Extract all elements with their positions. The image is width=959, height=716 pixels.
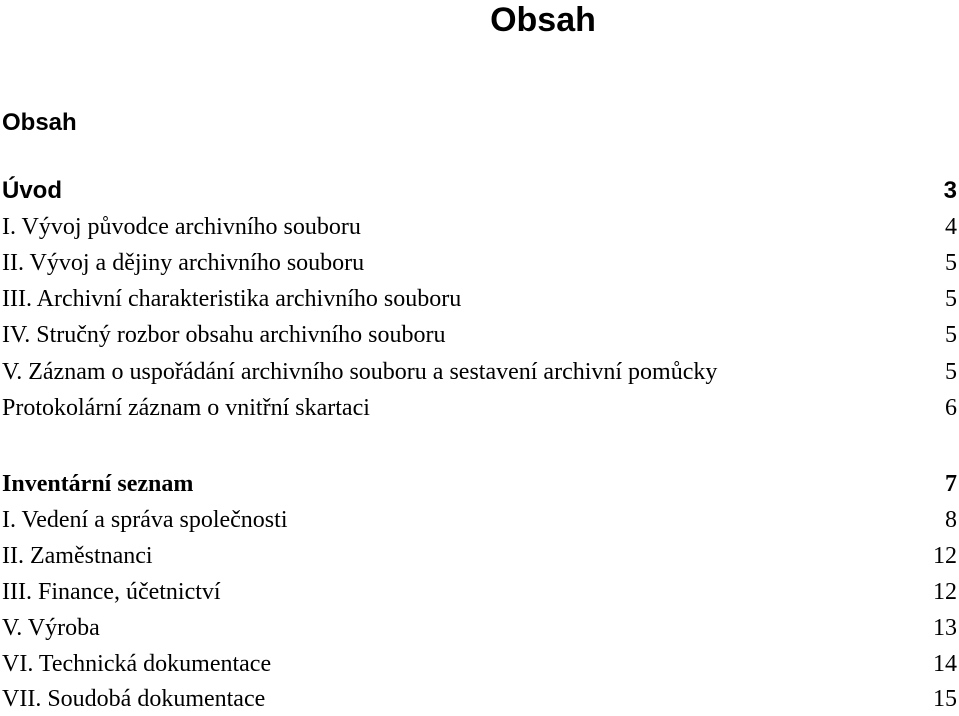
toc-entry-page: 8: [945, 507, 957, 533]
toc-entry-page: 7: [945, 471, 957, 497]
toc-entry-label: Inventární seznam: [2, 471, 194, 497]
toc-entry-page: 6: [945, 395, 957, 421]
toc-entry-page: 3: [943, 177, 957, 204]
toc-entry-label: V. Výroba: [2, 615, 100, 641]
toc-entry-label: II. Zaměstnanci: [2, 543, 153, 569]
toc-entry-page: 13: [933, 615, 957, 641]
toc-entry-page: 5: [945, 286, 957, 312]
toc-entry-page: 5: [945, 359, 957, 385]
toc-entry-zamestnanci[interactable]: [2, 539, 957, 573]
toc-entry-label: I. Vývoj původce archivního souboru: [2, 214, 361, 240]
toc-entry-label: VI. Technická dokumentace: [2, 651, 272, 677]
toc-entry-page: 4: [945, 214, 957, 240]
toc-entry-page: 5: [945, 250, 957, 276]
toc-entry-label: I. Vedení a správa společnosti: [2, 507, 288, 533]
toc-entry-soudoba-dokumentace[interactable]: [2, 682, 957, 716]
toc-entry-page: 14: [933, 651, 957, 677]
toc-entry-vyvoj-a-dejiny[interactable]: [2, 246, 957, 280]
toc-entry-page: 12: [933, 579, 957, 605]
toc-entry-uvod[interactable]: [2, 174, 957, 208]
toc-entry-finance-ucetnictvi[interactable]: [2, 575, 957, 609]
toc-entry-label: III. Finance, účetnictví: [2, 579, 221, 605]
toc-entry-label: Protokolární záznam o vnitřní skartaci: [2, 395, 370, 421]
page-title: Obsah: [490, 1, 596, 39]
toc-entry-vedeni-a-sprava[interactable]: [2, 503, 957, 537]
toc-entry-vyroba[interactable]: [2, 611, 957, 645]
toc-entry-page: 15: [933, 686, 957, 712]
toc-entry-vyvoj-puvodce[interactable]: [2, 210, 957, 244]
toc-entry-zaznam-o-usporadani[interactable]: [2, 355, 957, 389]
toc-entry-protokolarni-zaznam[interactable]: [2, 391, 957, 425]
toc-entry-archivni-charakteristika[interactable]: [2, 282, 957, 316]
toc-entry-label: IV. Stručný rozbor obsahu archivního souboru: [2, 322, 446, 348]
toc-heading: Obsah: [2, 109, 77, 136]
toc-entry-label: Úvod: [2, 177, 62, 204]
toc-entry-strucny-rozbor[interactable]: [2, 318, 957, 352]
toc-entry-technicka-dokumentace[interactable]: [2, 647, 957, 681]
toc-entry-inventarni-seznam[interactable]: [2, 467, 957, 501]
toc-entry-page: 12: [933, 543, 957, 569]
toc-entry-label: III. Archivní charakteristika archivního souboru: [2, 286, 462, 312]
toc-entry-label: II. Vývoj a dějiny archivního souboru: [2, 250, 365, 276]
toc-entry-label: VII. Soudobá dokumentace: [2, 686, 266, 712]
toc-entry-label: V. Záznam o uspořádání archivního souboru a sestavení archivní pomůcky: [2, 359, 718, 385]
toc-entry-page: 5: [945, 322, 957, 348]
